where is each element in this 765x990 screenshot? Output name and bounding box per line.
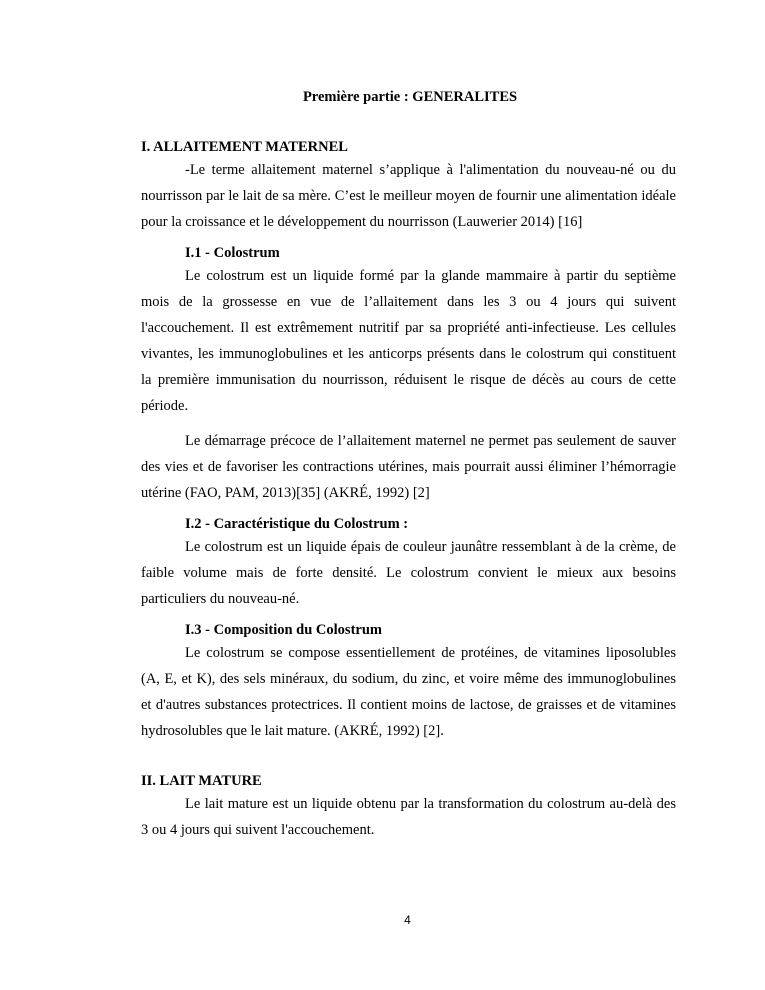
spacer xyxy=(141,744,676,772)
spacer xyxy=(141,235,676,244)
section-intro-paragraph: -Le terme allaitement maternel s’applique à l'alimentation du nouveau-né ou du nourrisson par le lait de sa mère. C’est le meilleur moyen de fournir une alimentation idéale pour la croissance et le développement du nourrisson (Lauwerier 2014) [16] xyxy=(141,162,676,230)
subsection-heading-caracteristique: I.2 - Caractéristique du Colostrum : xyxy=(185,516,409,532)
section-heading-allaitement: I. ALLAITEMENT MATERNEL xyxy=(141,139,348,155)
spacer xyxy=(141,419,676,428)
subsection-heading-composition: I.3 - Composition du Colostrum xyxy=(185,622,382,638)
page-number: 4 xyxy=(404,913,411,927)
document-body xyxy=(141,138,676,843)
lait-mature-paragraph: Le lait mature est un liquide obtenu par la transformation du colostrum au-delà des 3 ou 4 jours qui suivent l'accouchement. xyxy=(141,796,676,838)
spacer xyxy=(141,612,676,621)
caracteristique-paragraph: Le colostrum est un liquide épais de couleur jaunâtre ressemblant à de la crème, de faible volume mais de forte densité. Le colostrum convient le mieux aux besoins particuliers du nouveau-né. xyxy=(141,539,676,607)
colostrum-paragraph-1: Le colostrum est un liquide formé par la glande mammaire à partir du septième mois de la grossesse en vue de l’allaitement dans les 3 ou 4 jours qui suivent l'accouchement. Il est extrêmement nutritif par sa propriété anti-infectieuse. Les cellules vivantes, les immunoglobulines et les anticorps présents dans le colostrum qui constituent la première immunisation du nourrisson, réduisent le risque de décès au cours de cette période. xyxy=(141,268,676,414)
section-heading-lait-mature: II. LAIT MATURE xyxy=(141,773,262,789)
composition-paragraph: Le colostrum se compose essentiellement de protéines, de vitamines liposolubles (A, E, et K), des sels minéraux, du sodium, du zinc, et voire même des immunoglobulines et d'autres substances protectrices. Il contient moins de lactose, de graisses et de vitamines hydrosolubles que le lait mature. (AKRÉ, 1992) [2]. xyxy=(141,645,676,739)
colostrum-paragraph-2: Le démarrage précoce de l’allaitement maternel ne permet pas seulement de sauver des vies et de favoriser les contractions utérines, mais pourrait aussi éliminer l’hémorragie utérine (FAO, PAM, 2013)[35] (AKRÉ, 1992) [2] xyxy=(141,433,676,501)
subsection-heading-colostrum: I.1 - Colostrum xyxy=(185,245,280,261)
page-title: Première partie : GENERALITES xyxy=(302,89,518,105)
spacer xyxy=(141,506,676,515)
